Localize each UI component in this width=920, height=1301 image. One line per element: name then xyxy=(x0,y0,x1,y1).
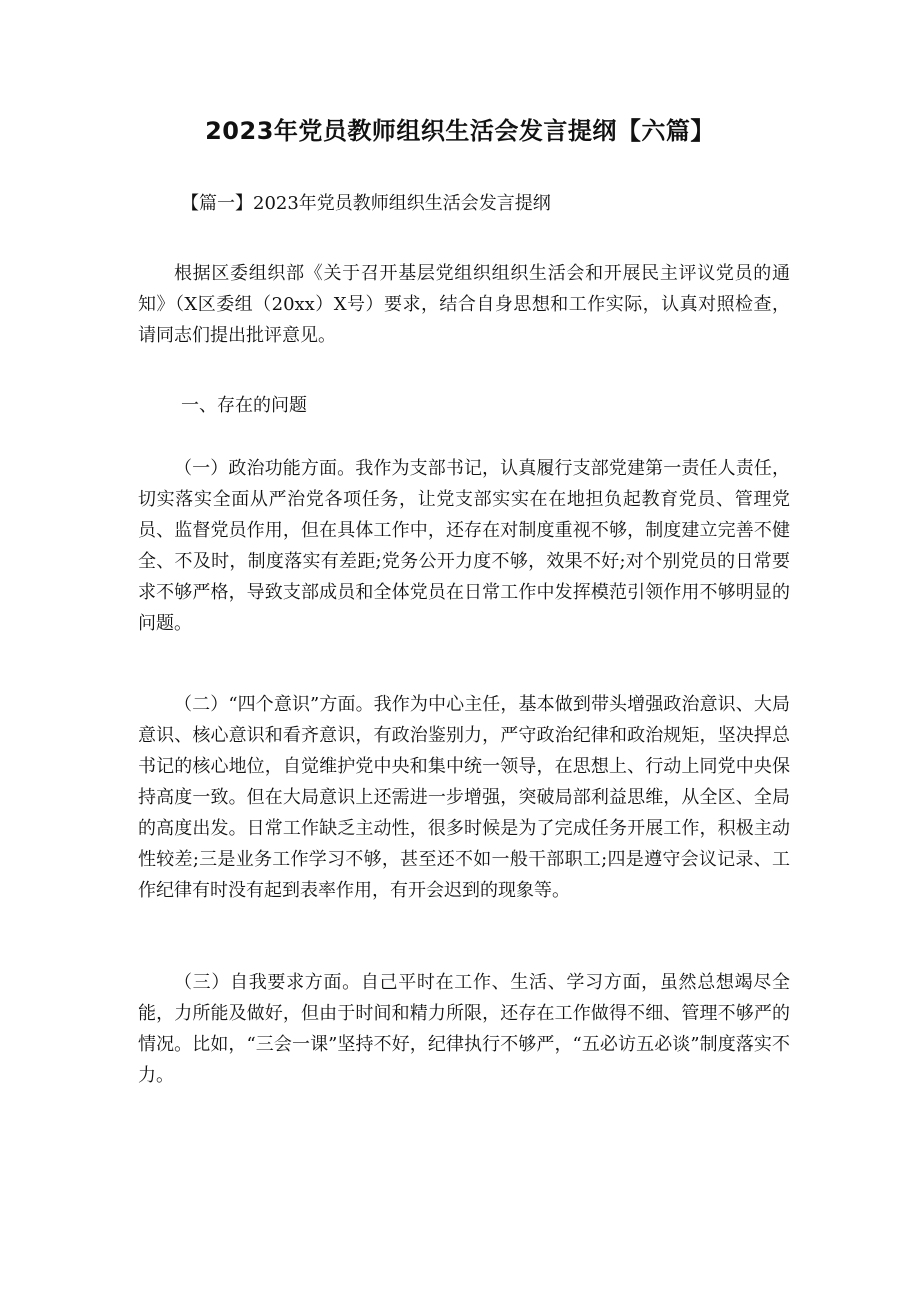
intro-paragraph: 根据区委组织部《关于召开基层党组织组织生活会和开展民主评议党员的通知》（X区委组（20xx）X号）要求，结合自身思想和工作实际，认真对照检查，请同志们提出批评意见。 xyxy=(138,263,790,346)
item-three-paragraph: （三）自我要求方面。自己平时在工作、生活、学习方面，虽然总想竭尽全能，力所能及做好，但由于时间和精力所限，还存在工作做得不细、管理不够严的情况。比如，“三会一课”坚持不好，纪律执行不够严，“五必访五必谈”制度落实不力。 xyxy=(138,972,790,1086)
document-title: 2023年党员教师组织生活会发言提纲【六篇】 xyxy=(205,117,715,145)
part-heading: 【篇一】2023年党员教师组织生活会发言提纲 xyxy=(181,193,551,214)
item-two-paragraph: （二）“四个意识”方面。我作为中心主任，基本做到带头增强政治意识、大局意识、核心意识和看齐意识，有政治鉴别力，严守政治纪律和政治规矩，坚决捍总书记的核心地位，自觉维护党中央和集中统一领导，在思想上、行动上同党中央保持高度一致。但在大局意识上还需进一步增强，突破局部利益思维，从全区、全局的高度出发。日常工作缺乏主动性，很多时候是为了完成任务开展工作，积极主动性较差;三是业务工作学习不够，甚至还不如一般干部职工;四是遵守会议记录、工作纪律有时没有起到表率作用，有开会迟到的现象等。 xyxy=(138,694,790,901)
item-one-paragraph: （一）政治功能方面。我作为支部书记，认真履行支部党建第一责任人责任，切实落实全面从严治党各项任务，让党支部实实在在地担负起教育党员、管理党员、监督党员作用，但在具体工作中，还存在对制度重视不够，制度建立完善不健全、不及时，制度落实有差距;党务公开力度不够，效果不好;对个别党员的日常要求不够严格，导致支部成员和全体党员在日常工作中发挥模范引领作用不够明显的问题。 xyxy=(138,458,790,634)
section-heading-problems: 一、存在的问题 xyxy=(181,395,307,416)
